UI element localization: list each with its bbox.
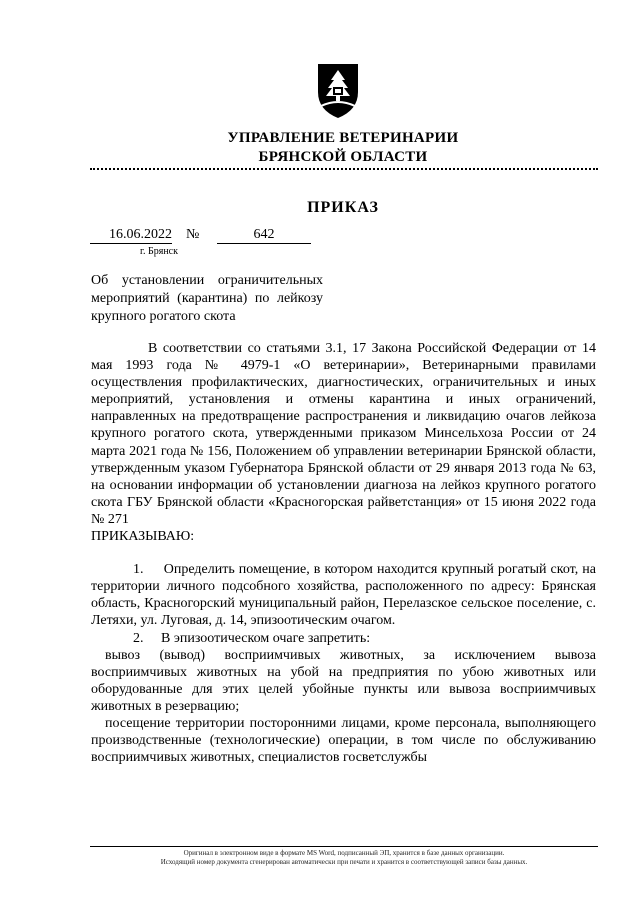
document-subject: Об установлении ограничительных мероприятий (карантина) по лейкозу крупного рогатого скота: [91, 273, 323, 324]
coat-of-arms-icon: [315, 62, 361, 120]
document-number: 642: [217, 227, 311, 244]
number-label: №: [186, 227, 200, 242]
org-name-line1: УПРАВЛЕНИЕ ВЕТЕРИНАРИИ: [227, 130, 459, 146]
header-divider: [90, 168, 598, 170]
order-word: ПРИКАЗЫВАЮ:: [91, 529, 195, 545]
document-city: г. Брянск: [140, 246, 178, 257]
document-date: 16.06.2022: [90, 227, 172, 244]
document-title: ПРИКАЗ: [307, 199, 379, 216]
footer-divider: [90, 846, 598, 847]
org-name-line2: БРЯНСКОЙ ОБЛАСТИ: [258, 149, 428, 165]
footer-note-1: Оригинал в электронном виде в формате MS Word, подписанный ЭП, хранится в базе данных организации.: [183, 849, 505, 857]
order-item-1: 1. Определить помещение, в котором находится крупный рогатый скот, на территории личного подсобного хозяйства, расположенного по адресу: Брянская область, Красногорский муниципальный район, Перелазское сельское поселение, с. Летяхи, ул. Луговая, д. 14, эпизоотическим очагом.: [91, 562, 596, 629]
order-item-2-sub-2: посещение территории посторонними лицами, кроме персонала, выполняющего производственные (технологические) операции, в том числе по обслуживанию восприимчивых животных, специалистов госветслужбы: [91, 715, 596, 766]
order-item-2-sub-1: вывоз (вывод) восприимчивых животных, за исключением вывоза восприимчивых животных на убой на предприятия по убою животных или оборудованные для этих целей убойные пункты или вывоза восприимчивых животных в резервацию;: [91, 647, 596, 714]
footer-note-2: Исходящий номер документа сгенерирован автоматически при печати и хранится в соответствующей записи базы данных.: [160, 858, 528, 866]
document-body: [91, 340, 596, 766]
order-item-2: 2. В эпизоотическом очаге запретить:: [133, 630, 371, 646]
preamble-paragraph: В соответствии со статьями 3.1, 17 Закона Российской Федерации от 14 мая 1993 года № 4979-1 «О ветеринарии», Ветеринарными правилами осуществления профилактических, диагностических, ограничительных и иных мероприятий, установления и отмены карантина и иных ограничений, направленных на предотвращение распространения и ликвидацию очагов лейкоза крупного рогатого скота, утвержденными приказом Минсельхоза России от 24 марта 2021 года № 156, Положением об управлении ветеринарии Брянской области, утвержденным указом Губернатора Брянской области от 29 января 2013 года № 63, на основании информации об установлении диагноза на лейкоз крупного рогатого скота ГБУ Брянской области «Красногорская райветстанция» от 15 июня 2022 года № 271: [91, 341, 596, 527]
